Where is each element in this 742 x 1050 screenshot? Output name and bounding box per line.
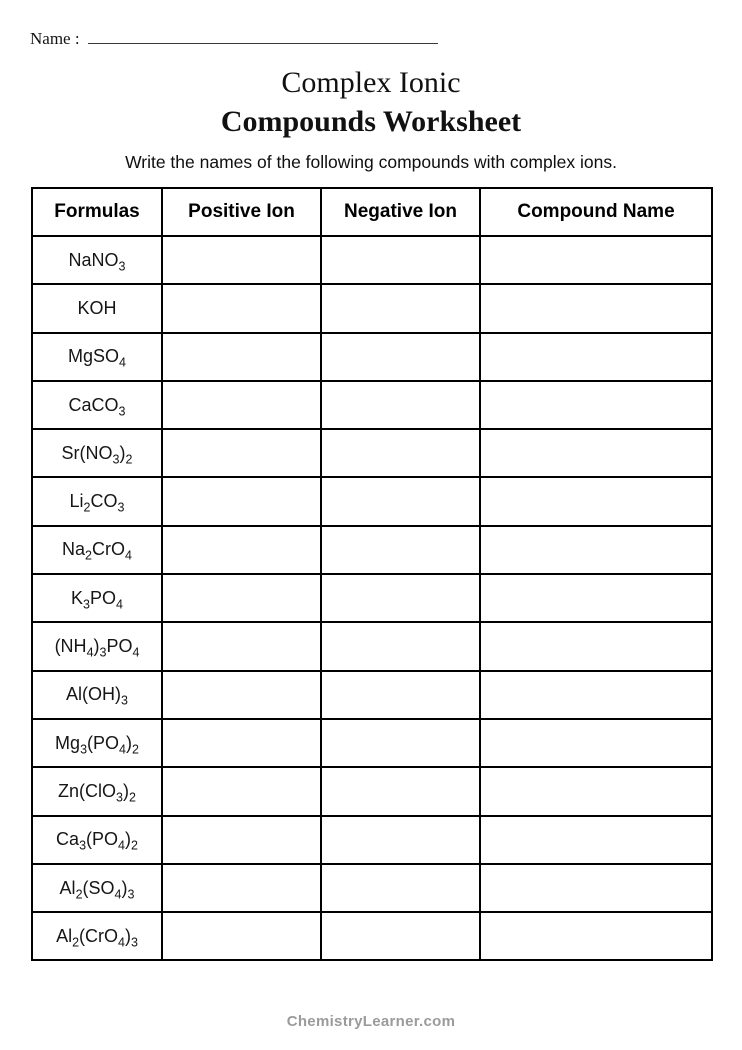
formula-cell: $Mg_3(PO_4)_2$ <box>32 719 162 767</box>
table-row <box>32 236 712 284</box>
compound-name-answer-cell[interactable] <box>480 381 712 429</box>
footer-watermark: ChemistryLearner.com <box>286 1013 456 1030</box>
compound-name-answer-cell[interactable] <box>480 284 712 332</box>
instruction-text: Write the names of the following compounds with complex ions. <box>125 152 617 172</box>
table-row <box>32 622 712 670</box>
table-header-row <box>32 188 712 236</box>
negative-ion-answer-cell[interactable] <box>321 333 480 381</box>
negative-ion-answer-cell[interactable] <box>321 381 480 429</box>
negative-ion-answer-cell[interactable] <box>321 864 480 912</box>
positive-ion-answer-cell[interactable] <box>162 381 321 429</box>
formula-cell: MgSO$_4$ <box>32 333 162 381</box>
positive-ion-answer-cell[interactable] <box>162 526 321 574</box>
negative-ion-answer-cell[interactable] <box>321 526 480 574</box>
positive-ion-answer-cell[interactable] <box>162 333 321 381</box>
compound-name-answer-cell[interactable] <box>480 767 712 815</box>
formula-cell: $Al(OH)_3$ <box>32 671 162 719</box>
negative-ion-answer-cell[interactable] <box>321 574 480 622</box>
table-row <box>32 284 712 332</box>
compound-name-answer-cell[interactable] <box>480 429 712 477</box>
negative-ion-answer-cell[interactable] <box>321 477 480 525</box>
column-header: Positive Ion <box>162 188 321 236</box>
positive-ion-answer-cell[interactable] <box>162 284 321 332</box>
positive-ion-answer-cell[interactable] <box>162 912 321 960</box>
formula-cell: CaCO$_3$ <box>32 381 162 429</box>
compound-name-answer-cell[interactable] <box>480 333 712 381</box>
compound-name-answer-cell[interactable] <box>480 236 712 284</box>
negative-ion-answer-cell[interactable] <box>321 429 480 477</box>
positive-ion-answer-cell[interactable] <box>162 236 321 284</box>
table-row <box>32 912 712 960</box>
positive-ion-answer-cell[interactable] <box>162 622 321 670</box>
formula-cell: $Al_2(CrO_4)_3$ <box>32 912 162 960</box>
positive-ion-answer-cell[interactable] <box>162 477 321 525</box>
table-row <box>32 574 712 622</box>
compound-name-answer-cell[interactable] <box>480 671 712 719</box>
table-row <box>32 864 712 912</box>
table-row <box>32 719 712 767</box>
table-row <box>32 333 712 381</box>
negative-ion-answer-cell[interactable] <box>321 912 480 960</box>
negative-ion-answer-cell[interactable] <box>321 284 480 332</box>
positive-ion-answer-cell[interactable] <box>162 719 321 767</box>
positive-ion-answer-cell[interactable] <box>162 671 321 719</box>
compound-name-answer-cell[interactable] <box>480 574 712 622</box>
negative-ion-answer-cell[interactable] <box>321 622 480 670</box>
negative-ion-answer-cell[interactable] <box>321 719 480 767</box>
negative-ion-answer-cell[interactable] <box>321 767 480 815</box>
table-row <box>32 429 712 477</box>
page-title-line2: Compounds Worksheet <box>220 105 522 138</box>
formula-cell: $K_3PO_4$ <box>32 574 162 622</box>
formula-cell: $Zn(ClO_3)_2$ <box>32 767 162 815</box>
positive-ion-answer-cell[interactable] <box>162 816 321 864</box>
negative-ion-answer-cell[interactable] <box>321 236 480 284</box>
table-row <box>32 816 712 864</box>
column-header: Negative Ion <box>321 188 480 236</box>
column-header: Compound Name <box>480 188 712 236</box>
positive-ion-answer-cell[interactable] <box>162 429 321 477</box>
table-body <box>32 236 712 960</box>
compound-name-answer-cell[interactable] <box>480 816 712 864</box>
compounds-table <box>31 187 713 961</box>
name-label: Name : <box>30 29 80 48</box>
table-row <box>32 671 712 719</box>
column-header: Formulas <box>32 188 162 236</box>
table-row <box>32 526 712 574</box>
formula-cell: $Al_2(SO_4)_3$ <box>32 864 162 912</box>
compound-name-answer-cell[interactable] <box>480 526 712 574</box>
table-row <box>32 767 712 815</box>
name-row <box>30 29 438 49</box>
compound-name-answer-cell[interactable] <box>480 477 712 525</box>
formula-cell: $Li_2CO_3$ <box>32 477 162 525</box>
formula-cell: $Sr(NO_3)_2$ <box>32 429 162 477</box>
formula-cell: $Ca_3(PO_4)_2$ <box>32 816 162 864</box>
formula-cell: KOH <box>32 284 162 332</box>
compound-name-answer-cell[interactable] <box>480 912 712 960</box>
page-title <box>0 64 742 142</box>
table-row <box>32 477 712 525</box>
positive-ion-answer-cell[interactable] <box>162 767 321 815</box>
formula-cell: NaNO$_3$ <box>32 236 162 284</box>
name-fill-line[interactable] <box>88 30 438 44</box>
positive-ion-answer-cell[interactable] <box>162 574 321 622</box>
negative-ion-answer-cell[interactable] <box>321 816 480 864</box>
formula-cell: $(NH_4)_3PO_4$ <box>32 622 162 670</box>
page-title-line1: Complex Ionic <box>281 66 461 99</box>
table-row <box>32 381 712 429</box>
compound-name-answer-cell[interactable] <box>480 719 712 767</box>
compound-name-answer-cell[interactable] <box>480 864 712 912</box>
formula-cell: $Na_2CrO_4$ <box>32 526 162 574</box>
compound-name-answer-cell[interactable] <box>480 622 712 670</box>
negative-ion-answer-cell[interactable] <box>321 671 480 719</box>
positive-ion-answer-cell[interactable] <box>162 864 321 912</box>
